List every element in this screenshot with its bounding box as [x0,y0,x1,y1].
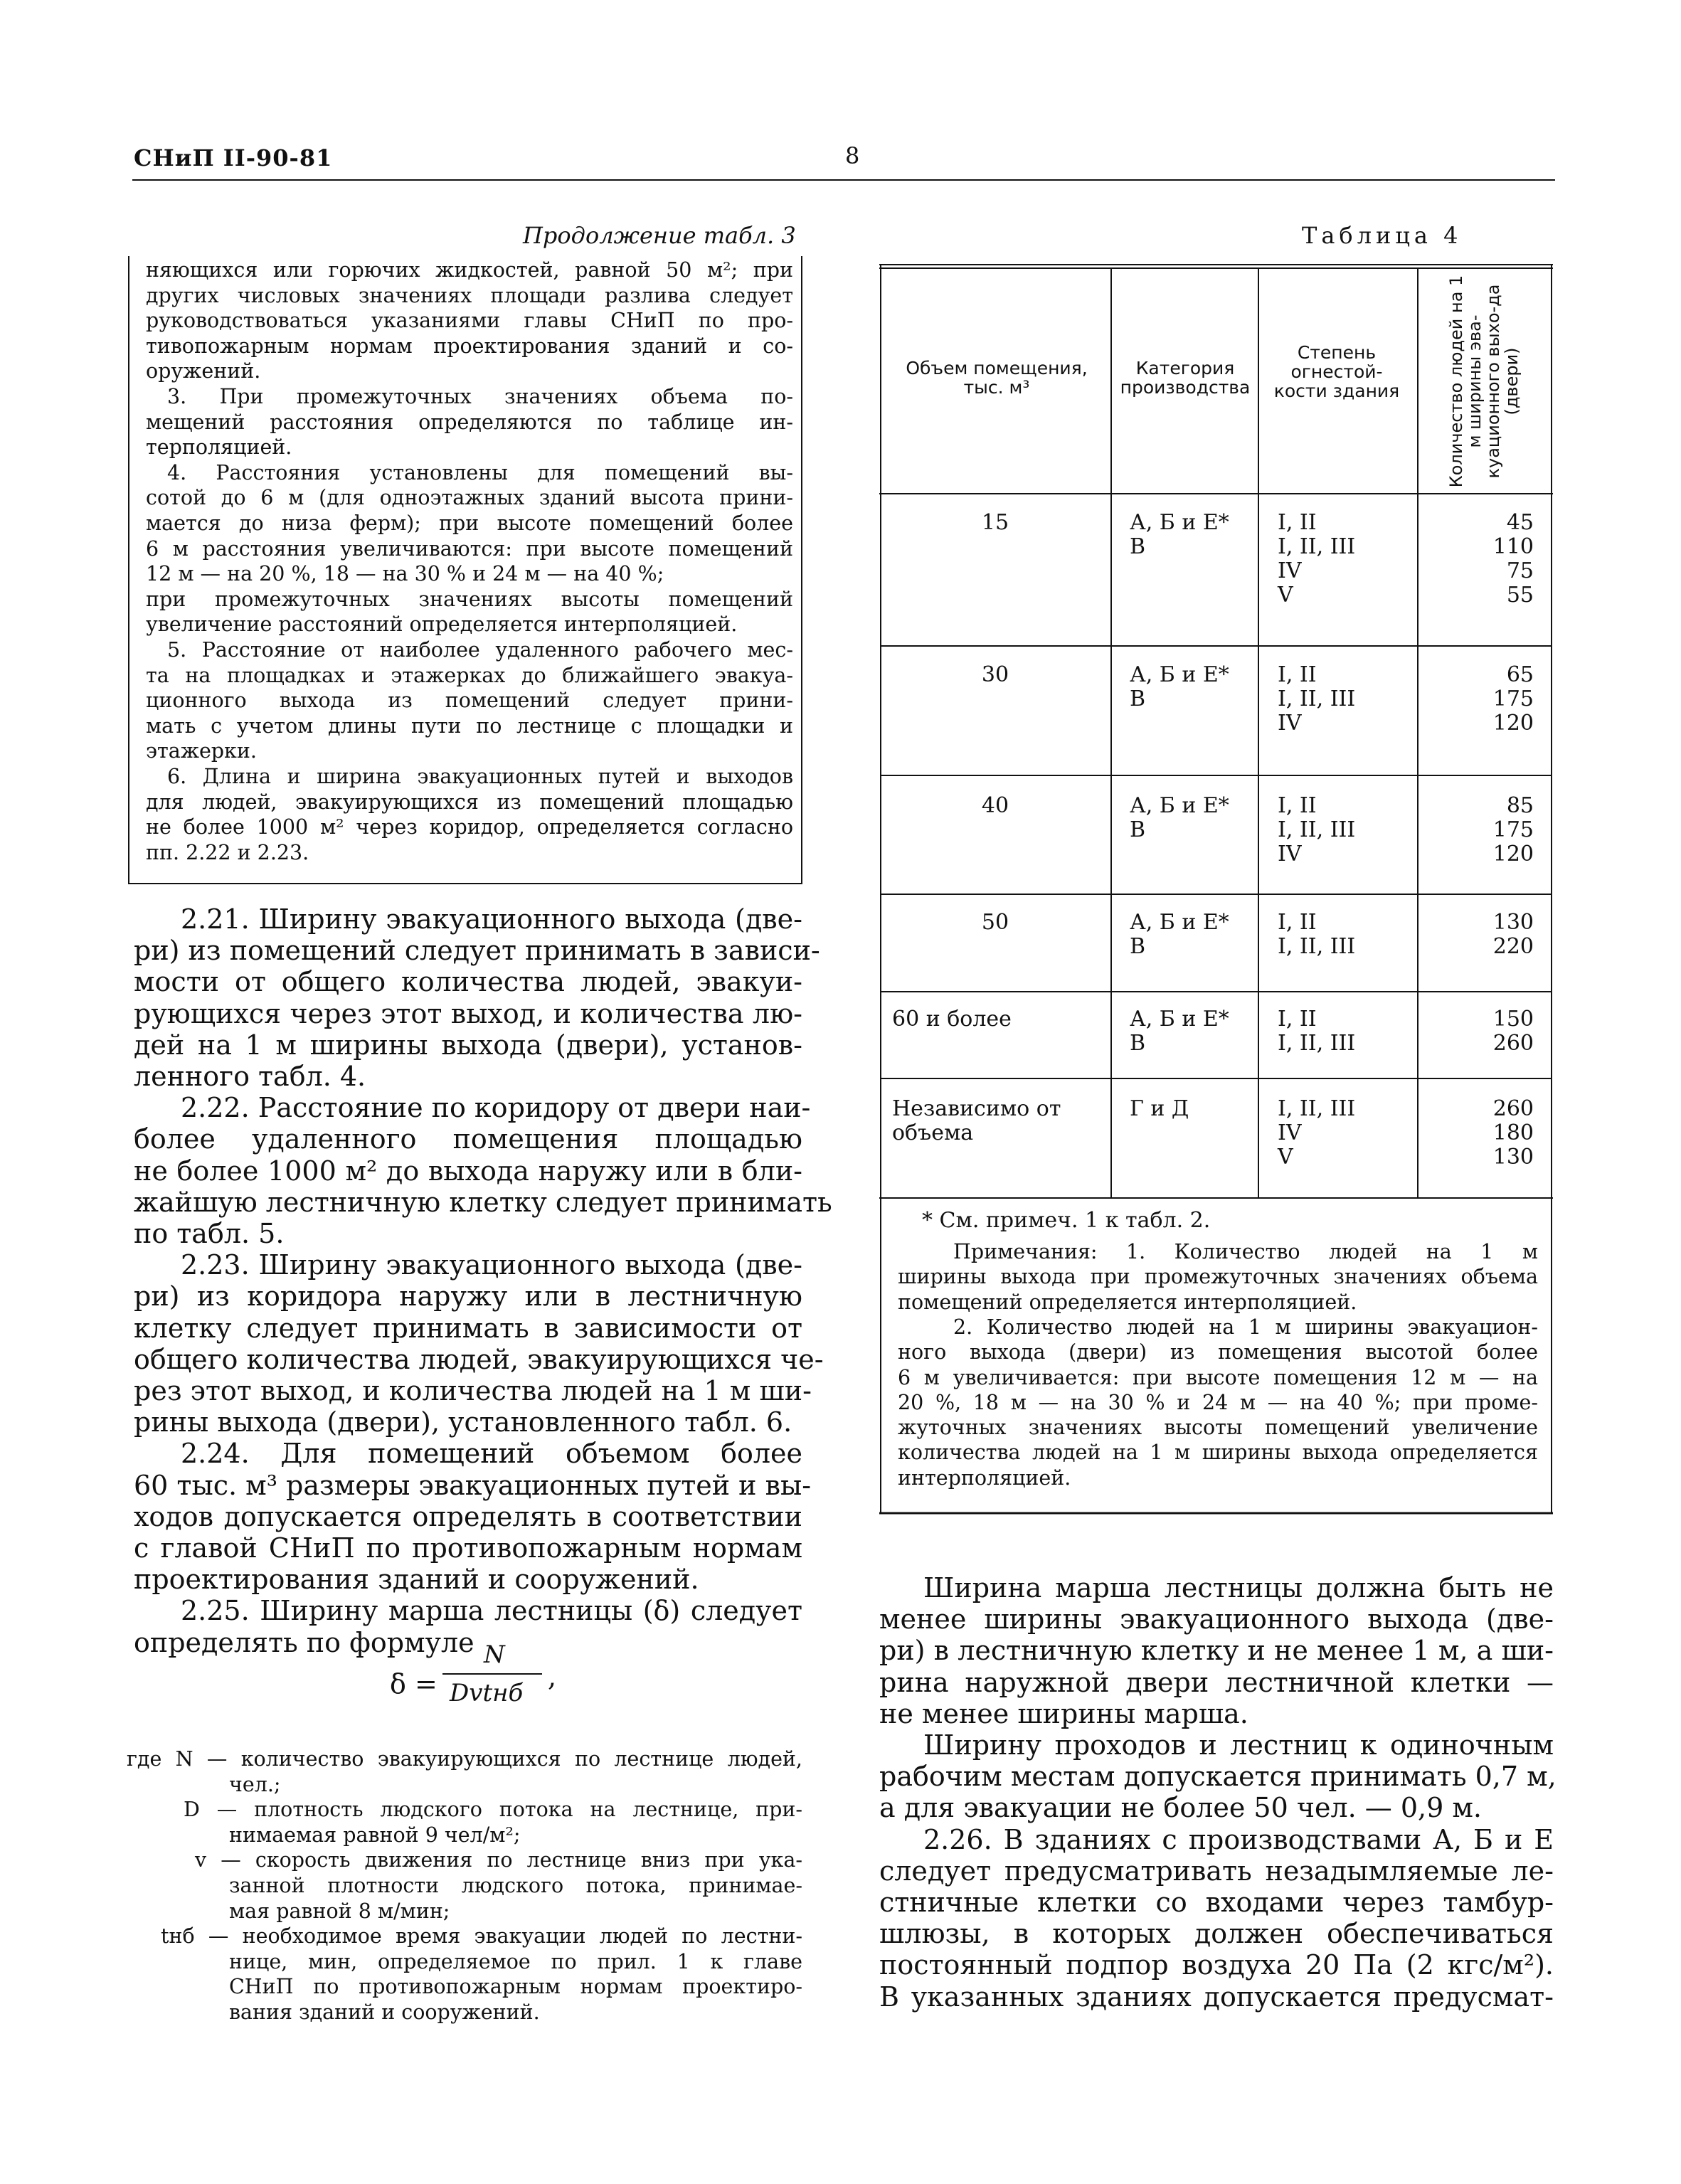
body-line: проектирования зданий и сооружений. [134,1564,699,1596]
body-line: шлюзы, в которых должен обеспечиваться [879,1918,1554,1950]
note-line: увеличение расстояний определяется интерполяцией. [146,613,738,637]
body-line: 2.22. Расстояние по коридору от двери наи- [181,1092,811,1124]
note-line: этажерки. [146,739,257,763]
table4-note-line: 2. Количество людей на 1 м ширины эвакуацион- [953,1315,1538,1339]
body-line: определять по формуле [134,1626,474,1658]
cell-fire-resistance: I, II I, II, III [1278,910,1356,959]
table4 [879,263,1553,1515]
legend-line: чел.; [229,1772,281,1796]
fraction-bar [442,1673,542,1675]
body-line: клетку следует принимать в зависимости от [134,1312,802,1344]
legend-line: где N — количество эвакуирующихся по лестнице людей, [127,1747,802,1771]
cell-people-count: 65 175 120 [1492,662,1534,736]
body-line: не более 1000 м² до выхода наружу или в бли- [134,1155,802,1187]
cell-people-count: 45 110 75 55 [1492,510,1534,608]
formula-denominator: Dvtнб [450,1679,524,1707]
cell-fire-resistance: I, II I, II, III [1278,1007,1356,1056]
note-line: тивопожарным нормам проектирования зданий и со- [146,334,793,358]
body-line: В указанных зданиях допускается предусмат- [879,1981,1554,2013]
body-line: по табл. 5. [134,1218,285,1249]
note-line: руководствоваться указаниями главы СНиП по про- [146,309,793,333]
note-line: не более 1000 м² через коридор, определяется согласно [146,815,793,839]
note-line: для людей, эвакуирующихся из помещений площадью [146,790,793,814]
body-line: более удаленного помещения площадью [134,1123,802,1155]
note-line: при промежуточных значениях высоты помещений [146,587,793,611]
body-line: 2.26. В зданиях с производствами А, Б и Е [923,1823,1554,1855]
note-line: пп. 2.22 и 2.23. [146,840,309,864]
cell-fire-resistance: I, II, III IV V [1278,1096,1356,1170]
body-line: ленного табл. 4. [134,1061,366,1092]
header-category: Категория производства [1120,358,1251,398]
body-line: Ширина марша лестницы должна быть не [923,1572,1554,1603]
table4-note-line: 20 %, 18 м — на 30 % и 24 м — на 40 %; при проме- [898,1390,1538,1414]
note-line: 6 м расстояния увеличиваются: при высоте помещений [146,536,793,561]
cell-category: А, Б и Е* В [1130,793,1229,842]
table4-note-line: ного выхода (двери) из помещения высотой более [898,1340,1538,1364]
note-line: 4. Расстояния установлены для помещений вы- [167,460,793,484]
cell-people-count: 150 260 [1492,1007,1534,1056]
cell-people-count: 130 220 [1492,910,1534,959]
legend-line: v — скорость движения по лестнице вниз при ука- [195,1848,802,1872]
cell-volume: Независимо от объема [892,1096,1061,1145]
formula-lhs: δ = [390,1668,438,1700]
body-line: мости от общего количества людей, эвакуи- [134,966,802,998]
cell-category: Г и Д [1130,1096,1189,1121]
legend-line: tнб — необходимое время эвакуации людей по лестни- [161,1924,802,1949]
body-line: общего количества людей, эвакуирующихся че- [134,1343,824,1375]
note-line: мещений расстояния определяются по таблице ин- [146,410,793,434]
table4-note-line: 6 м увеличивается: при высоте помещения 12 м — на [898,1365,1538,1389]
table4-note-line: помещений определяется интерполяцией. [898,1290,1357,1314]
formula-comma: , [548,1661,557,1692]
table4-note-line: количества людей на 1 м ширины выхода определяется [898,1441,1538,1465]
header-people-per-meter: Количество людей на 1 м ширины эва-куационного выхо-да (двери) [1446,275,1522,488]
body-line: ри) из помещений следует принимать в зависи- [134,935,820,967]
body-line: 60 тыс. м³ размеры эвакуационных путей и вы- [134,1469,812,1501]
body-line: 2.23. Ширину эвакуационного выхода (две- [181,1249,802,1281]
note-line: та на площадках и этажерках до ближайшего эвакуа- [146,663,793,687]
body-line: не менее ширины марша. [879,1697,1248,1729]
body-line: Ширину проходов и лестниц к одиночным [923,1729,1554,1761]
note-line: ционного выхода из помещений следует прини- [146,689,793,713]
body-line: ходов допускается определять в соответствии [134,1500,802,1532]
body-line: дей на 1 м ширины выхода (двери), установ- [134,1029,802,1061]
legend-line: СНиП по противопожарным нормам проектиро- [229,1975,802,1999]
note-line: сотой до 6 м (для одноэтажных зданий высота прини- [146,486,793,510]
continuation-label: Продолжение табл. 3 [523,222,796,249]
cell-category: А, Б и Е* В [1130,1007,1229,1056]
table4-note-line: интерполяцией. [898,1465,1071,1490]
table4-label: Таблица 4 [1302,222,1463,249]
note-line: терполяцией. [146,435,292,460]
body-line: 2.24. Для помещений объемом более [181,1438,802,1470]
body-line: следует предусматривать незадымляемые ле- [879,1855,1554,1887]
cell-category: А, Б и Е* В [1130,910,1229,959]
cell-people-count: 260 180 130 [1492,1096,1534,1170]
note-line: мается до низа ферм); при высоте помещений более [146,511,793,535]
body-line: жайшую лестничную клетку следует принимать [134,1186,832,1218]
table4-note-line: Примечания: 1. Количество людей на 1 м [953,1240,1538,1263]
legend-line: мая равной 8 м/мин; [229,1899,450,1923]
body-line: рина наружной двери лестничной клетки — [879,1666,1554,1698]
legend-line: D — плотность людского потока на лестнице, при- [184,1798,802,1822]
cell-category: А, Б и Е* В [1130,510,1229,559]
table4-note-line: жуточных значениях высоты помещений увеличение [898,1416,1538,1440]
table4-note-line: ширины выхода при промежуточных значениях объема [898,1265,1538,1289]
body-line: рабочим местам допускается принимать 0,7 м, [879,1761,1557,1793]
body-line: рез этот выход, и количества людей на 1 м ши- [134,1375,812,1406]
body-line: 2.25. Ширину марша лестницы (δ) следует [181,1595,802,1627]
note-line: оружений. [146,359,261,383]
cell-volume: 60 и более [892,1007,1012,1032]
body-line: рины выхода (двери), установленного табл. 6. [134,1406,792,1438]
page-number: 8 [845,142,860,169]
note-line: мать с учетом длины пути по лестнице с площадки и [146,714,793,738]
note-line: 3. При промежуточных значениях объема по- [167,385,793,408]
cell-people-count: 85 175 120 [1492,793,1534,866]
document-code: СНиП II-90-81 [134,144,333,171]
formula-numerator: N [484,1640,505,1669]
cell-category: А, Б и Е* В [1130,662,1229,711]
legend-line: нице, мин, определяемое по прил. 1 к главе [229,1949,802,1973]
note-line: 6. Длина и ширина эвакуационных путей и выходов [167,765,793,788]
body-line: с главой СНиП по противопожарным нормам [134,1532,802,1564]
header-rule [132,179,1555,181]
note-line: 5. Расстояние от наиболее удаленного рабочего мес- [167,638,793,662]
header-volume: Объем помещения, тыс. м³ [906,358,1088,398]
header-fire-resistance: Степень огнестой-кости здания [1273,342,1400,401]
cell-fire-resistance: I, II I, II, III IV [1278,793,1356,866]
note-line: 12 м — на 20 %, 18 — на 30 % и 24 м — на 40 %; [146,562,664,586]
legend-line: нимаемая равной 9 чел/м²; [229,1823,521,1847]
cell-volume: 50 [981,910,1009,935]
body-line: 2.21. Ширину эвакуационного выхода (две- [181,903,802,935]
note-line: других числовых значениях площади разлива следует [146,283,793,307]
legend-line: занной плотности людского потока, принимае- [229,1874,802,1897]
cell-fire-resistance: I, II I, II, III IV V [1278,510,1356,608]
body-line: стничные клетки со входами через тамбур- [879,1887,1554,1918]
table4-footnote: * См. примеч. 1 к табл. 2. [922,1208,1211,1233]
note-line: няющихся или горючих жидкостей, равной 50 м²; при [146,258,793,282]
body-line: постоянный подпор воздуха 20 Па (2 кгс/м²). [879,1949,1554,1981]
cell-volume: 15 [981,510,1009,535]
cell-fire-resistance: I, II I, II, III IV [1278,662,1356,736]
cell-volume: 40 [981,793,1009,818]
body-line: менее ширины эвакуационного выхода (две- [879,1603,1554,1636]
cell-volume: 30 [981,662,1009,687]
body-line: ри) в лестничную клетку и не менее 1 м, а ши- [879,1635,1554,1667]
legend-line: вания зданий и сооружений. [229,2000,540,2024]
body-line: рующихся через этот выход, и количества лю- [134,997,802,1029]
body-line: ри) из коридора наружу или в лестничную [134,1281,802,1313]
body-line: а для эвакуации не более 50 чел. — 0,9 м. [879,1792,1483,1824]
